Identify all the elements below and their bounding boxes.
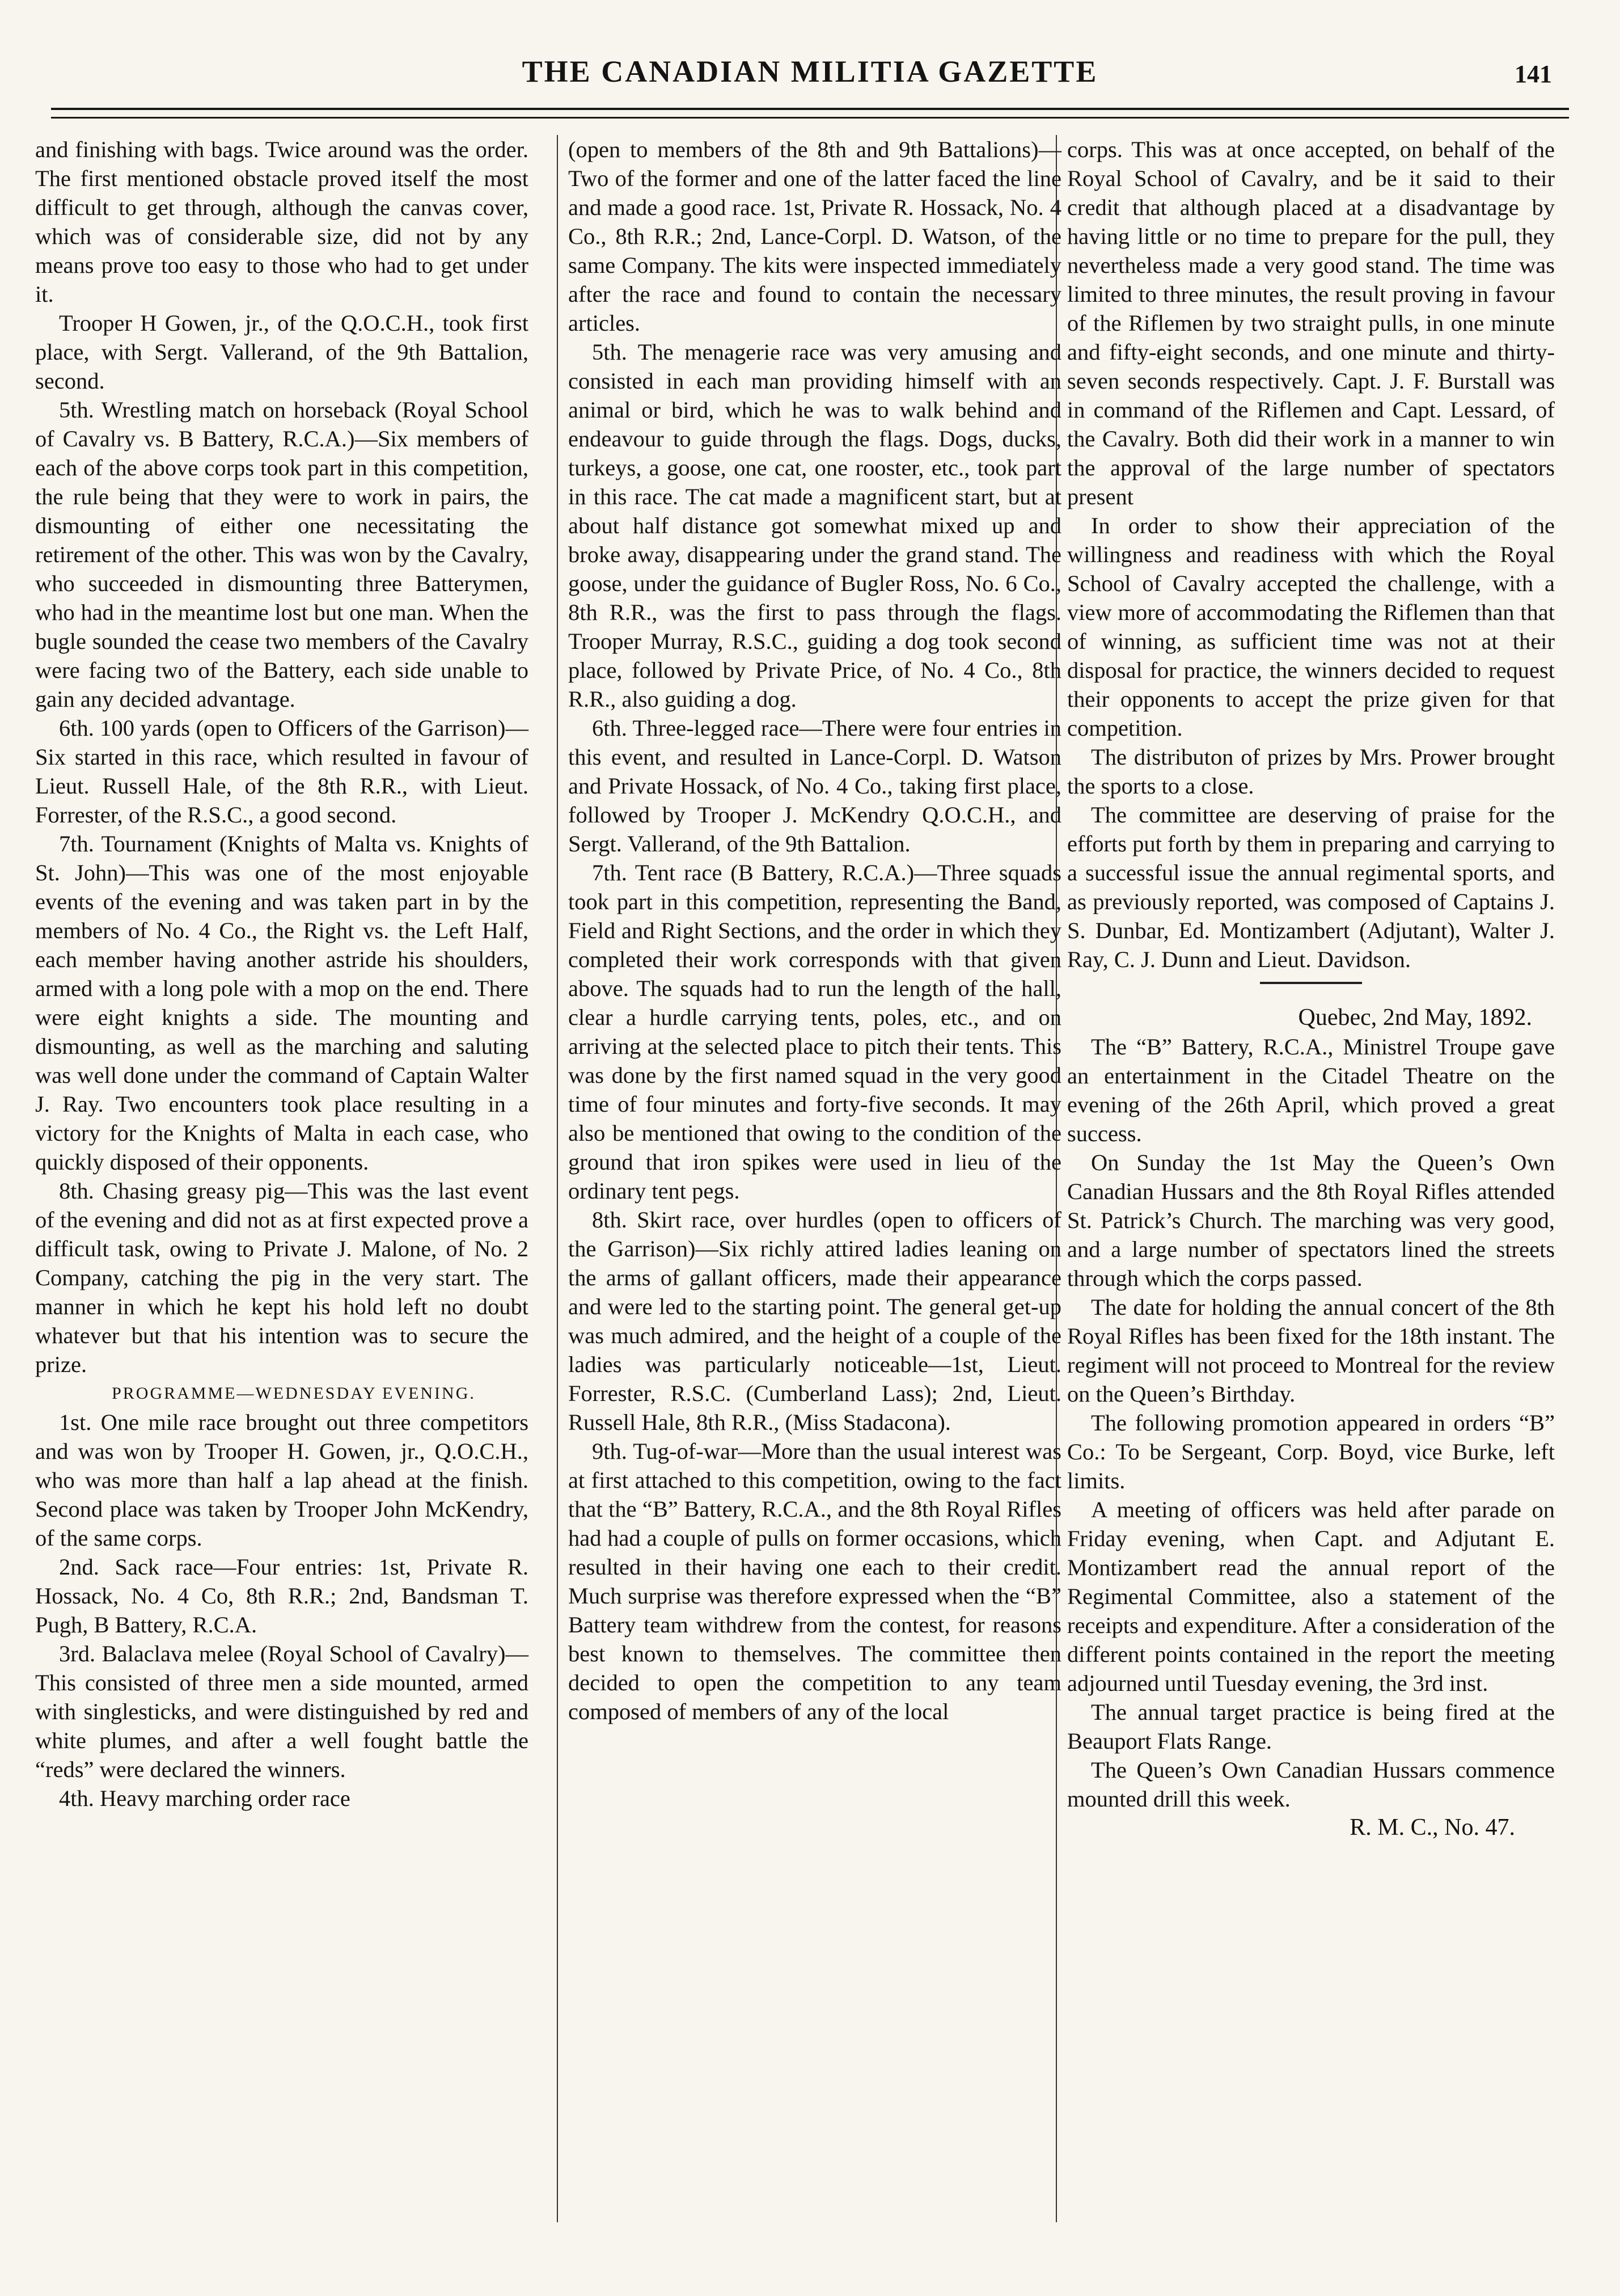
paragraph: A meeting of officers was held after parade on Friday evening, when Capt. and Adjutant E. Montizambert read the annual report of the Regimental Committee, also a statement of the receipts and expenditure. After a consideration of the different points contained in the report the meeting adjourned until Tuesday evening, the 3rd inst. bbox=[1067, 1497, 1555, 1696]
paragraph: 9th. Tug-of-war—More than the usual interest was at first attached to this competition, owing to the fact that the “B” Battery, R.C.A., and the 8th Royal Rifles had had a couple of pulls on former occasions, which resulted in their having one each to their credit. Much surprise was therefore expressed when the “B” Battery team withdrew from the contest, for reasons best known to themselves. The committee then decided to open the competition to any team composed of members of any of the local bbox=[568, 1438, 1061, 1724]
paragraph: 5th. Wrestling match on horseback (Royal School of Cavalry vs. B Battery, R.C.A.)—Six members of each of the above corps took part in this competition, the rule being that they were to work in pairs, the dismounting of either one necessitating the retirement of the other. This was won by the Cavalry, who succeeded in dismounting three Batterymen, who had in the meantime lost but one man. When the bugle sounded the cease two members of the Cavalry were facing two of the Battery, each side unable to gain any decided advantage. bbox=[35, 397, 528, 712]
dateline: Quebec, 2nd May, 1892. bbox=[1298, 1004, 1532, 1031]
paragraph: corps. This was at once accepted, on behalf of the Royal School of Cavalry, and be it said to their credit that although placed at a disadvantage by having little or no time to prepare for the pull, they nevertheless made a very good stand. The time was limited to three minutes, the result proving in favour of the Riflemen by two straight pulls, in one minute and fifty-eight seconds, and one minute and thirty-seven seconds respectively. Capt. J. F. Burstall was in command of the Riflemen and Capt. Lessard, of the Cavalry. Both did their work in a manner to win the approval of the large number of spectators present bbox=[1067, 137, 1555, 509]
column-2 bbox=[568, 135, 1061, 2268]
paragraph: The “B” Battery, R.C.A., Ministrel Troupe gave an entertainment in the Citadel Theatre on the evening of the 26th April, which proved a great success. bbox=[1067, 1034, 1555, 1146]
paragraph: The committee are deserving of praise for the efforts put forth by them in preparing and carrying to a successful issue the annual regimental sports, and as previously reported, was composed of Captains J. S. Dunbar, Ed. Montizambert (Adjutant), Walter J. Ray, C. J. Dunn and Lieut. Davidson. bbox=[1067, 802, 1555, 972]
paragraph: 6th. 100 yards (open to Officers of the Garrison)—Six started in this race, which resulted in favour of Lieut. Russell Hale, of the 8th R.R., with Lieut. Forrester, of the R.S.C., a good second. bbox=[35, 715, 528, 828]
page-title: THE CANADIAN MILITIA GAZETTE bbox=[522, 54, 1098, 88]
page-number: 141 bbox=[1515, 60, 1552, 88]
signature: R. M. C., No. 47. bbox=[1350, 1814, 1515, 1841]
paragraph: In order to show their appreciation of the willingness and readiness with which the Royal School of Cavalry accepted the challenge, with a view more of accommodating the Riflemen than that of winning, as sufficient time was not at their disposal for practice, the winners decided to request their opponents to accept the prize given for that competition. bbox=[1067, 513, 1555, 741]
section-subheading: PROGRAMME—WEDNESDAY EVENING. bbox=[112, 1384, 476, 1403]
paragraph: The Queen’s Own Canadian Hussars commence mounted drill this week. bbox=[1067, 1757, 1555, 1812]
paragraph: The date for holding the annual concert of the 8th Royal Rifles has been fixed for the 18th instant. The regiment will not proceed to Montreal for the review on the Queen’s Birthday. bbox=[1067, 1294, 1555, 1407]
paragraph: On Sunday the 1st May the Queen’s Own Canadian Hussars and the 8th Royal Rifles attended St. Patrick’s Church. The marching was very good, and a large number of spectators lined the streets through which the corps passed. bbox=[1067, 1150, 1555, 1291]
paragraph: 2nd. Sack race—Four entries: 1st, Private R. Hossack, No. 4 Co, 8th R.R.; 2nd, Bandsman T. Pugh, B Battery, R.C.A. bbox=[35, 1554, 528, 1637]
paragraph: The annual target practice is being fired at the Beauport Flats Range. bbox=[1067, 1699, 1555, 1754]
paragraph: (open to members of the 8th and 9th Battalions)—Two of the former and one of the latter faced the line and made a good race. 1st, Private R. Hossack, No. 4 Co., 8th R.R.; 2nd, Lance-Corpl. D. Watson, of the same Company. The kits were inspected immediately after the race and found to contain the necessary articles. bbox=[568, 137, 1061, 336]
paragraph: 3rd. Balaclava melee (Royal School of Cavalry)—This consisted of three men a side mounted, armed with singlesticks, and were distinguished by red and white plumes, and after a well fought battle the “reds” were declared the winners. bbox=[35, 1641, 528, 1782]
paragraph: 6th. Three-legged race—There were four entries in this event, and resulted in Lance-Corpl. D. Watson and Private Hossack, of No. 4 Co., taking first place, followed by Trooper J. McKendry Q.O.C.H., and Sergt. Vallerand, of the 9th Battalion. bbox=[568, 715, 1061, 856]
column-divider bbox=[557, 135, 558, 2222]
paragraph: and finishing with bags. Twice around was the order. The first mentioned obstacle proved itself the most difficult to get through, although the canvas cover, which was of considerable size, did not by any means prove too easy to those who had to get under it. bbox=[35, 137, 528, 307]
column-3 bbox=[1067, 135, 1555, 2268]
paragraph: 8th. Chasing greasy pig—This was the last event of the evening and did not as at first expected prove a difficult task, owing to Private J. Malone, of No. 2 Company, catching the pig in the very start. The manner in which he kept his hold left no doubt whatever but that his intention was to secure the prize. bbox=[35, 1178, 528, 1377]
column-1 bbox=[35, 135, 528, 2268]
paragraph: The following promotion appeared in orders “B” Co.: To be Sergeant, Corp. Boyd, vice Burke, left limits. bbox=[1067, 1410, 1555, 1493]
section-divider bbox=[1260, 982, 1362, 984]
paragraph: 8th. Skirt race, over hurdles (open to officers of the Garrison)—Six richly attired ladies leaning on the arms of gallant officers, made their appearance and were led to the starting point. The general get-up was much admired, and the height of a couple of the ladies was particularly noticeable—1st, Lieut. Forrester, R.S.C. (Cumberland Lass); 2nd, Lieut. Russell Hale, 8th R.R., (Miss Stadacona). bbox=[568, 1207, 1061, 1435]
paragraph: 4th. Heavy marching order race bbox=[59, 1786, 350, 1811]
paragraph: Trooper H Gowen, jr., of the Q.O.C.H., took first place, with Sergt. Vallerand, of the 9th Battalion, second. bbox=[35, 310, 528, 394]
paragraph: 5th. The menagerie race was very amusing and consisted in each man providing himself with an animal or bird, which he was to walk behind and endeavour to guide through the flags. Dogs, ducks, turkeys, a goose, one cat, one rooster, etc., took part in this race. The cat made a magnificent start, but at about half distance got somewhat mixed up and broke away, disappearing under the grand stand. The goose, under the guidance of Bugler Ross, No. 6 Co., 8th R.R., was the first to pass through the flags. Trooper Murray, R.S.C., guiding a dog took second place, followed by Private Price, of No. 4 Co., 8th R.R., also guiding a dog. bbox=[568, 339, 1061, 712]
paragraph: 7th. Tournament (Knights of Malta vs. Knights of St. John)—This was one of the most enjoyable events of the evening and was taken part in by the members of No. 4 Co., the Right vs. the Left Half, each member having another astride his shoulders, armed with a long pole with a mop on the end. There were eight knights a side. The mounting and dismounting, as well as the marching and saluting was well done under the command of Captain Walter J. Ray. Two encounters took place resulting in a victory for the Knights of Malta in each case, who quickly disposed of their opponents. bbox=[35, 831, 528, 1175]
paragraph: 7th. Tent race (B Battery, R.C.A.)—Three squads took part in this competition, representing the Band, Field and Right Sections, and the order in which they completed their work corresponds with that given above. The squads had to run the length of the hall, clear a hurdle carrying tents, poles, etc., and on arriving at the selected place to pitch their tents. This was done by the first named squad in the very good time of four minutes and forty-five seconds. It may also be mentioned that owing to the condition of the ground that iron spikes were used in lieu of the ordinary tent pegs. bbox=[568, 860, 1061, 1204]
header-rule bbox=[51, 108, 1569, 119]
paragraph: 1st. One mile race brought out three competitors and was won by Trooper H. Gowen, jr., Q.O.C.H., who was more than half a lap ahead at the finish. Second place was taken by Trooper John McKendry, of the same corps. bbox=[35, 1409, 528, 1551]
paragraph: The distributon of prizes by Mrs. Prower brought the sports to a close. bbox=[1067, 744, 1555, 799]
page-header bbox=[51, 54, 1569, 116]
